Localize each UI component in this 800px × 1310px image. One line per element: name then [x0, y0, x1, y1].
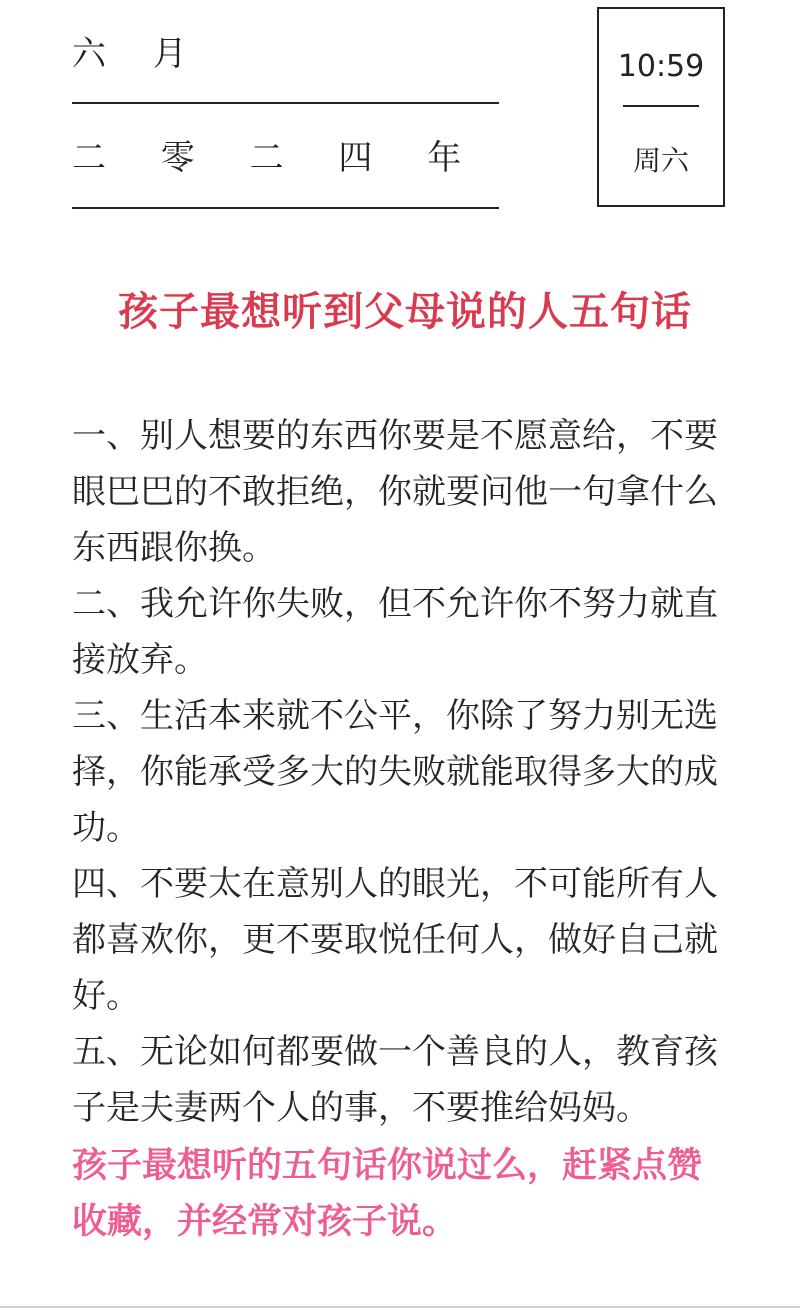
weekday-text: 周六 [632, 144, 689, 177]
bottom-divider [0, 1306, 800, 1308]
date-year: 二 零 二 四 年 [72, 138, 484, 178]
call-to-action: 孩子最想听的五句话你说过么，赶紧点赞收藏，并经常对孩子说。 [72, 1146, 703, 1242]
divider-line [72, 102, 499, 104]
time-box [597, 7, 725, 207]
paragraph-3: 三、生活本来就不公平，你除了努力别无选择，你能承受多大的失败就能取得多大的成功。 [72, 696, 718, 848]
divider-line [72, 207, 499, 209]
time-divider [623, 105, 699, 107]
paragraph-2: 二、我允许你失败，但不允许你不努力就直接放弃。 [72, 584, 718, 680]
date-month: 六 月 [72, 34, 205, 74]
paragraph-4: 四、不要太在意别人的眼光，不可能所有人都喜欢你，更不要取悦任何人，做好自己就好。 [72, 864, 718, 1016]
paragraph-1: 一、别人想要的东西你要是不愿意给，不要眼巴巴的不敢拒绝，你就要问他一句拿什么东西跟你换。 [72, 416, 718, 568]
paragraph-5: 五、无论如何都要做一个善良的人，教育孩子是夫妻两个人的事，不要推给妈妈。 [72, 1032, 718, 1128]
page-title: 孩子最想听到父母说的人五句话 [118, 289, 692, 335]
article-body [72, 408, 732, 1136]
time-text: 10:59 [617, 49, 705, 84]
